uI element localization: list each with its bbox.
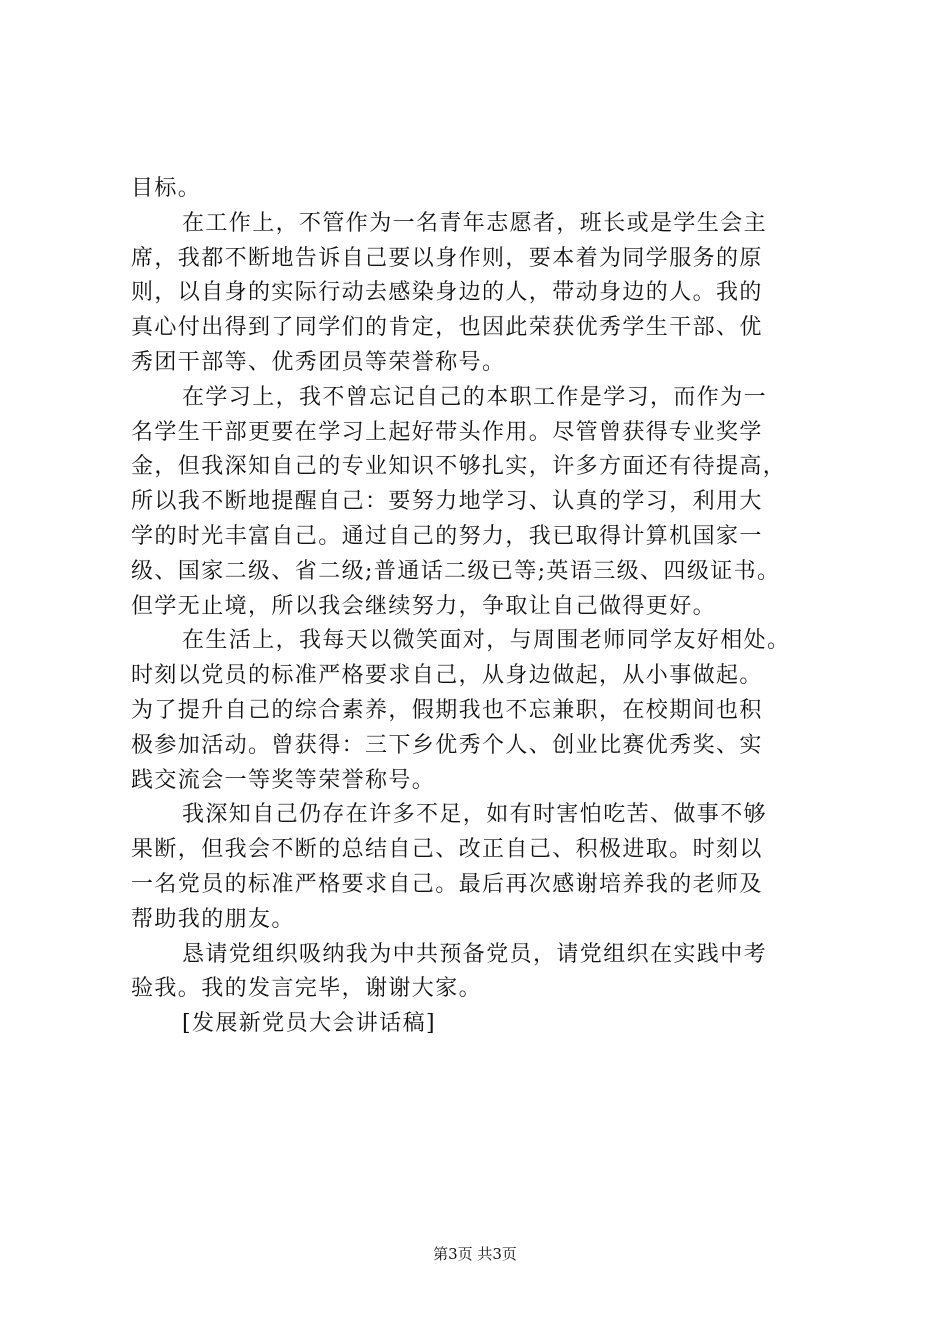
text-line: 极参加活动。曾获得：三下乡优秀个人、创业比赛优秀奖、实 (131, 732, 763, 758)
text-line: 金，但我深知自己的专业知识不够扎实，许多方面还有待提高， (131, 454, 787, 480)
text-line: 秀团干部等、优秀团员等荣誉称号。 (131, 349, 506, 375)
text-line: 目标。 (131, 176, 202, 201)
paragraph-study-start: 在学习上，我不曾忘记自己的本职工作是学习，而作为一 (182, 384, 768, 410)
page-number-footer: 第3页 共3页 (433, 1245, 517, 1263)
document-body (131, 172, 831, 1042)
paragraph-work-start: 在工作上，不管作为一名青年志愿者，班长或是学生会主 (182, 210, 768, 236)
paragraph-life-start: 在生活上，我每天以微笑面对，与周围老师同学友好相处。 (182, 628, 791, 654)
text-line: 但学无止境，所以我会继续努力，争取让自己做得更好。 (131, 593, 717, 619)
text-line: 席，我都不断地告诉自己要以身作则，要本着为同学服务的原 (131, 245, 763, 271)
text-line: 真心付出得到了同学们的肯定，也因此荣获优秀学生干部、优 (131, 315, 763, 341)
text-line: 践交流会一等奖等荣誉称号。 (131, 767, 436, 793)
paragraph-shortcomings-start: 我深知自己仍存在许多不足，如有时害怕吃苦、做事不够 (182, 802, 768, 828)
text-line: 为了提升自己的综合素养，假期我也不忘兼职，在校期间也积 (131, 697, 763, 723)
text-line: 学的时光丰富自己。通过自己的努力，我已取得计算机国家一 (131, 523, 763, 549)
text-line: 果断，但我会不断的总结自己、改正自己、积极进取。时刻以 (131, 837, 763, 863)
text-line: 名学生干部更要在学习上起好带头作用。尽管曾获得专业奖学 (131, 419, 763, 445)
text-line: 一名党员的标准严格要求自己。最后再次感谢培养我的老师及 (131, 871, 763, 897)
paragraph-request-start: 恳请党组织吸纳我为中共预备党员，请党组织在实践中考 (182, 941, 768, 967)
text-line: 帮助我的朋友。 (131, 906, 295, 932)
text-line: 则，以自身的实际行动去感染身边的人，带动身边的人。我的 (131, 280, 763, 306)
text-line: 时刻以党员的标准严格要求自己，从身边做起，从小事做起。 (131, 663, 763, 689)
text-line: 级、国家二级、省二级;普通话二级已等;英语三级、四级证书。 (131, 558, 781, 584)
text-line: 所以我不断地提醒自己：要努力地学习、认真的学习，利用大 (131, 489, 763, 515)
text-line: 验我。我的发言完毕，谢谢大家。 (131, 976, 483, 1002)
document-source-label: [发展新党员大会讲话稿] (182, 1011, 436, 1037)
